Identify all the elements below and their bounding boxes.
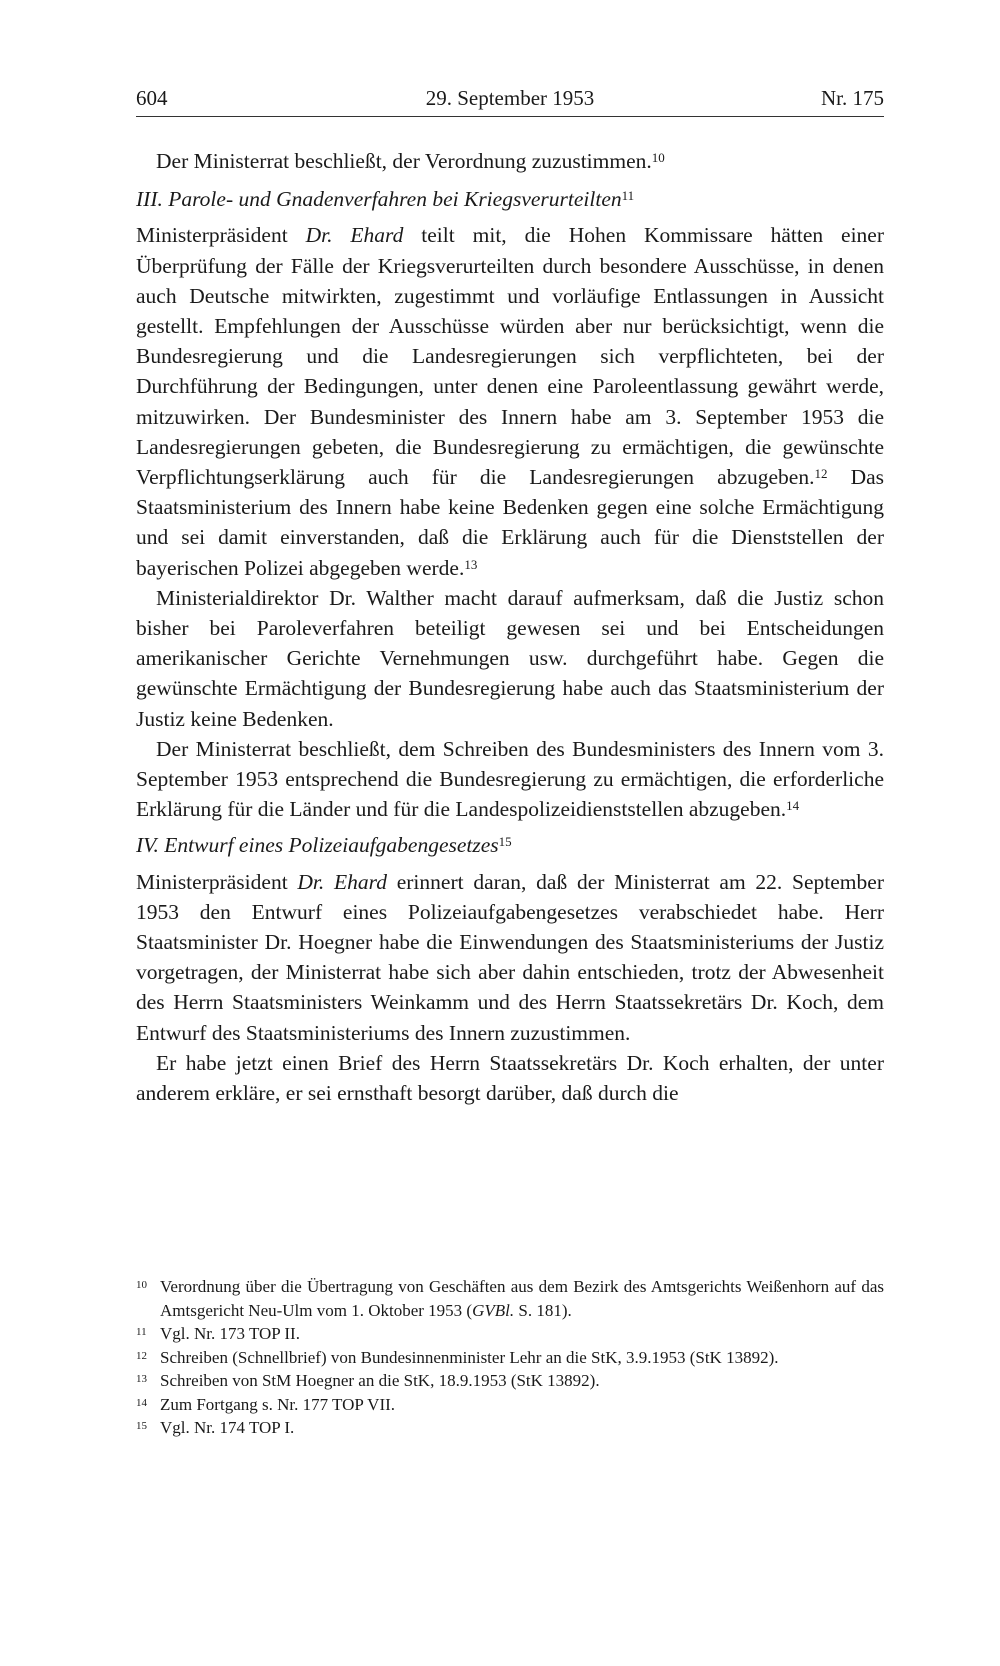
- document-number: Nr. 175: [821, 86, 884, 110]
- person-name: Dr. Ehard: [305, 223, 404, 248]
- running-header: [136, 84, 884, 117]
- footnote-14: 14 Zum Fortgang s. Nr. 177 TOP VII.: [136, 1394, 396, 1414]
- footnote-ref[interactable]: 12: [814, 466, 828, 482]
- footnote-ref[interactable]: 10: [651, 150, 665, 165]
- footnote-13: 13 Schreiben von StM Hoegner an die StK, 18.9.1953 (StK 13892).: [136, 1371, 600, 1390]
- footnote-ref[interactable]: 11: [621, 188, 635, 204]
- footnote-11: 11 Vgl. Nr. 173 TOP II.: [136, 1324, 300, 1343]
- paragraph-resolution-1: Der Ministerrat beschließt, der Verordnung zuzustimmen.$^{10}$: [156, 149, 665, 173]
- paragraph-resolution-2: Der Ministerrat beschließt, dem Schreiben des Bundesministers des Innern vom 3. September 1953 entsprechend die Bundesregierung zu ermächtigen, die erforderliche Erklärung für die Länder und für die Landespolizeidienststellen abzugeben.$^{14}$: [136, 736, 884, 822]
- footnotes: [136, 1275, 884, 1440]
- section-heading-iii: III. Parole- und Gnadenverfahren bei Kriegsverurteilten$^{11}$: [136, 187, 635, 212]
- footnote-12: 12 Schreiben (Schnellbrief) von Bundesinnenminister Lehr an die StK, 3.9.1953 (StK 13892).: [136, 1347, 779, 1367]
- page-number: 604: [136, 86, 168, 110]
- section-heading-iv: IV. Entwurf eines Polizeiaufgabengesetzes$^{15}$: [136, 833, 512, 858]
- person-name: Dr. Ehard: [297, 869, 387, 894]
- paragraph-ehard-1: Ministerpräsident Dr. Ehard teilt mit, die Hohen Kommissare hätten einer Überprüfung der Fälle der Kriegsverurteilten durch besondere Ausschüsse, in denen auch Deutsche mitwirkten, zugestimmt und vorläufige Entlassungen in Aussicht gestellt. Empfehlungen der Ausschüsse würden aber nur berücksichtigt, wenn die Bundesregierung und die Landesregierungen sich verpflichteten, bei der Durchführung der Bedingungen, unter denen eine Paroleentlassung gewährt werde, mitzuwirken. Der Bundesminister des Innern habe am 3. September 1953 die Landesregierungen gebeten, die Bundesregierung zu ermächtigen, die gewünschte Verpflichtungserklärung auch für die Landesregierungen abzugeben.$^{12}$ Das Staatsministerium des Innern habe keine Bedenken gegen eine solche Ermächtigung und sei damit einverstanden, daß die Erklärung auch für die Dienststellen der bayerischen Polizei abgegeben werde.$^{13}$: [136, 223, 885, 580]
- footnote-ref[interactable]: 14: [786, 798, 800, 814]
- paragraph-ehard-2: Ministerpräsident Dr. Ehard erinnert daran, daß der Ministerrat am 22. September 1953 den Entwurf eines Polizeiaufgabengesetzes verabschiedet habe. Herr Staatsminister Dr. Hoegner habe die Einwendungen des Staatsministeriums der Justiz vorgetragen, der Ministerrat habe sich aber dahin entschieden, trotz der Abwesenheit des Herrn Staatsministers Weinkamm und des Herrn Staatssekretärs Dr. Koch, dem Entwurf des Staatsministeriums des Innern zuzustimmen.: [136, 869, 884, 1045]
- header-date: 29. September 1953: [425, 86, 595, 110]
- footnote-10: 10 Verordnung über die Übertragung von Geschäften aus dem Bezirk des Amtsgerichts Weißenhorn auf das Amtsgericht Neu-Ulm vom 1. Oktober 1953 (GVBl. S. 181).: [136, 1277, 884, 1320]
- paragraph-walther: Ministerialdirektor Dr. Walther macht darauf aufmerksam, daß die Justiz schon bisher bei Paroleverfahren beteiligt gewesen sei und bei Entscheidungen amerikanischer Gerichte Vernehmungen usw. durchgeführt habe. Gegen die gewünschte Ermächtigung der Bundesregierung habe auch das Staatsministerium der Justiz keine Bedenken.: [136, 585, 884, 731]
- footnote-15: 15 Vgl. Nr. 174 TOP I.: [136, 1418, 295, 1437]
- footnote-ref[interactable]: 13: [464, 556, 478, 572]
- footnote-ref[interactable]: 15: [498, 834, 512, 850]
- paragraph-koch-letter: Er habe jetzt einen Brief des Herrn Staatssekretärs Dr. Koch erhalten, der unter anderem erkläre, er sei ernsthaft besorgt darüber, daß durch die: [136, 1050, 884, 1106]
- body-text: [136, 146, 884, 1108]
